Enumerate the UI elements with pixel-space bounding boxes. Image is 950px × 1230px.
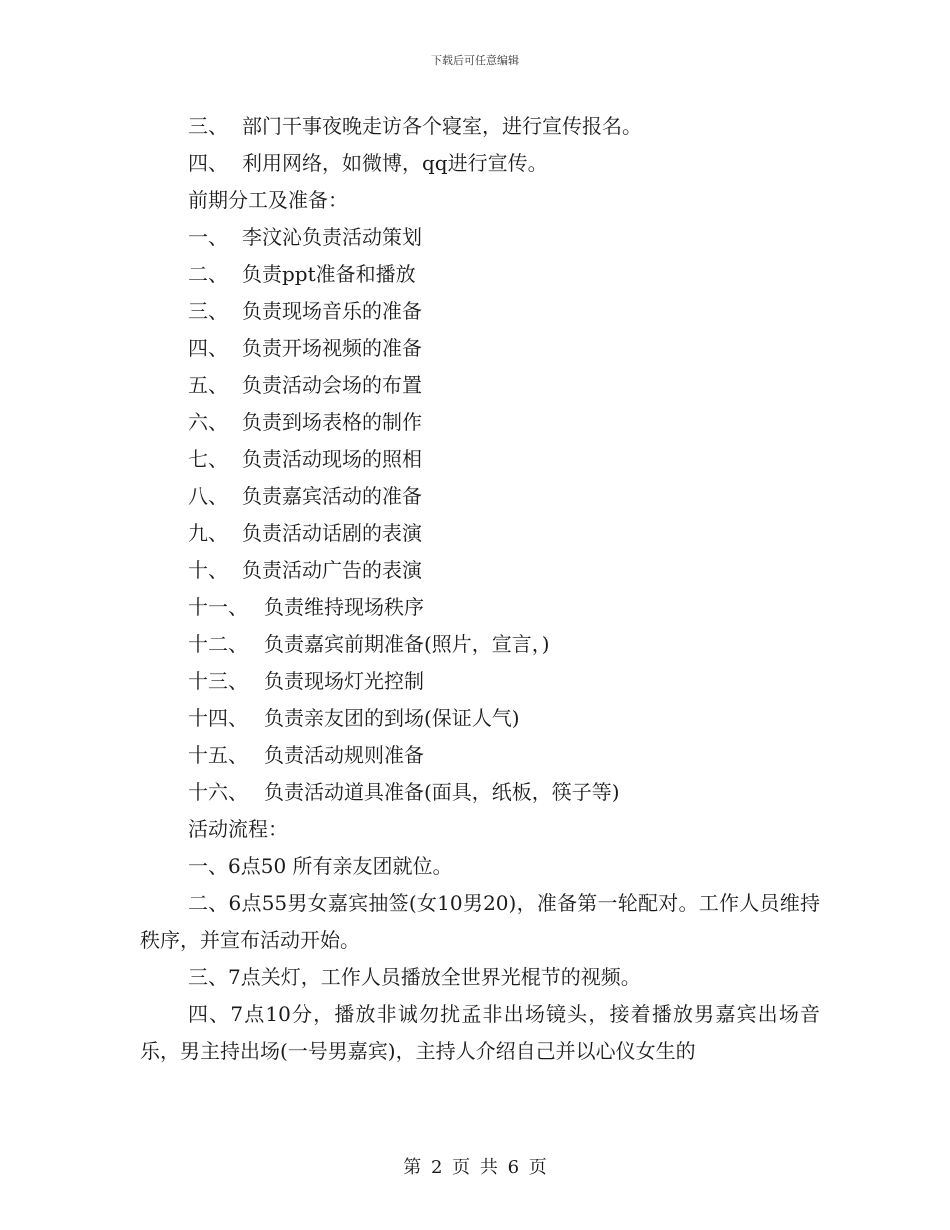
flow-paragraph: 三、7点关灯，工作人员播放全世界光棍节的视频。 xyxy=(188,965,641,989)
list-item xyxy=(140,219,820,256)
list-number: 十四、 xyxy=(188,706,248,730)
list-number: 三、 xyxy=(188,299,228,323)
list-number: 十一、 xyxy=(188,595,248,619)
list-number: 四、 xyxy=(188,336,228,360)
list-text: 负责维持现场秩序 xyxy=(264,595,424,619)
list-text: 负责活动规则准备 xyxy=(264,743,424,767)
list-text: 负责ppt准备和播放 xyxy=(242,262,416,286)
list-text: 负责活动道具准备(面具，纸板，筷子等) xyxy=(264,780,620,804)
list-number: 十五、 xyxy=(188,743,248,767)
list-text: 负责活动广告的表演 xyxy=(242,558,422,582)
list-item xyxy=(140,108,820,145)
list-item xyxy=(140,293,820,330)
list-item xyxy=(140,737,820,774)
list-item xyxy=(140,367,820,404)
document-body xyxy=(140,108,820,1070)
list-number: 十二、 xyxy=(188,632,248,656)
flow-paragraph: 一、6点50 所有亲友团就位。 xyxy=(188,854,453,878)
list-item xyxy=(140,478,820,515)
list-number: 十三、 xyxy=(188,669,248,693)
list-number: 八、 xyxy=(188,484,228,508)
list-item xyxy=(140,700,820,737)
list-item xyxy=(140,441,820,478)
list-text: 李汶沁负责活动策划 xyxy=(242,225,422,249)
list-number: 一、 xyxy=(188,225,228,249)
list-text: 部门干事夜晚走访各个寝室，进行宣传报名。 xyxy=(242,114,642,138)
list-number: 九、 xyxy=(188,521,228,545)
list-text: 负责活动话剧的表演 xyxy=(242,521,422,545)
list-number: 三、 xyxy=(188,114,228,138)
list-item xyxy=(140,330,820,367)
section-heading-prep: 前期分工及准备： xyxy=(188,188,348,212)
list-item xyxy=(140,256,820,293)
list-text: 负责现场音乐的准备 xyxy=(242,299,422,323)
list-text: 负责开场视频的准备 xyxy=(242,336,422,360)
list-item xyxy=(140,589,820,626)
list-text: 利用网络，如微博，qq进行宣传。 xyxy=(242,151,548,175)
section-heading-flow: 活动流程： xyxy=(188,817,288,841)
list-text: 负责到场表格的制作 xyxy=(242,410,422,434)
list-number: 十六、 xyxy=(188,780,248,804)
list-number: 七、 xyxy=(188,447,228,471)
list-text: 负责活动现场的照相 xyxy=(242,447,422,471)
list-item xyxy=(140,404,820,441)
list-text: 负责嘉宾活动的准备 xyxy=(242,484,422,508)
list-number: 六、 xyxy=(188,410,228,434)
list-item xyxy=(140,515,820,552)
flow-paragraph: 四、7点10分，播放非诚勿扰孟非出场镜头，接着播放男嘉宾出场音乐，男主持出场(一号男嘉宾)，主持人介绍自己并以心仪女生的 xyxy=(140,1002,820,1063)
page-header: 下载后可任意编辑 xyxy=(431,54,519,67)
list-item xyxy=(140,145,820,182)
list-number: 二、 xyxy=(188,262,228,286)
list-text: 负责活动会场的布置 xyxy=(242,373,422,397)
list-text: 负责亲友团的到场(保证人气) xyxy=(264,706,520,730)
list-item xyxy=(140,626,820,663)
list-text: 负责嘉宾前期准备(照片，宣言，) xyxy=(264,632,550,656)
list-item xyxy=(140,774,820,811)
list-number: 四、 xyxy=(188,151,228,175)
list-number: 五、 xyxy=(188,373,228,397)
list-item xyxy=(140,552,820,589)
list-item xyxy=(140,663,820,700)
flow-paragraph: 二、6点55男女嘉宾抽签(女10男20)，准备第一轮配对。工作人员维持秩序，并宣布活动开始。 xyxy=(140,891,820,952)
page-footer: 第 2 页 共 6 页 xyxy=(403,1157,547,1178)
list-text: 负责现场灯光控制 xyxy=(264,669,424,693)
list-number: 十、 xyxy=(188,558,228,582)
